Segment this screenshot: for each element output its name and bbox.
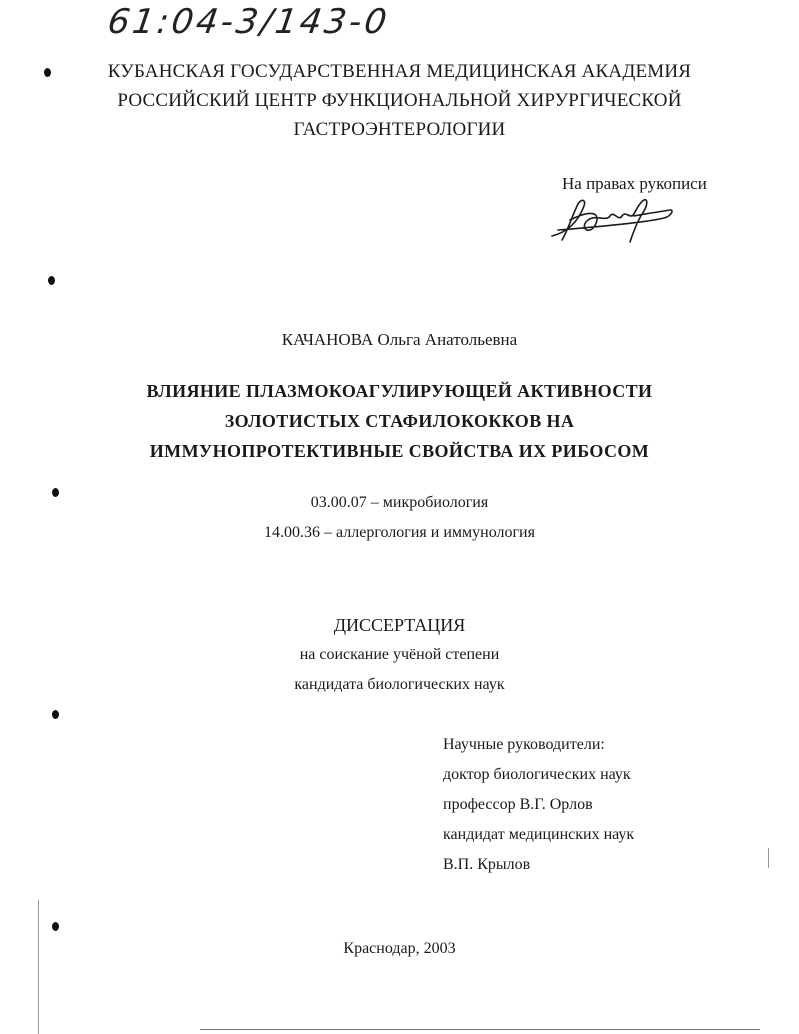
institution-line-2: РОССИЙСКИЙ ЦЕНТР ФУНКЦИОНАЛЬНОЙ ХИРУРГИЧЕСКОЙ bbox=[117, 90, 682, 111]
title-line-2: ЗОЛОТИСТЫХ СТАФИЛОКОККОВ НА bbox=[224, 411, 575, 431]
title-line-3: ИММУНОПРОТЕКТИВНЫЕ СВОЙСТВА ИХ РИБОСОМ bbox=[149, 441, 650, 461]
signature-icon bbox=[548, 192, 678, 248]
specialty-1: 03.00.07 – микробиология bbox=[310, 494, 489, 511]
manuscript-rights: На правах рукописи bbox=[562, 174, 707, 193]
supervisors-heading: Научные руководители: bbox=[443, 736, 605, 753]
institution-line-1: КУБАНСКАЯ ГОСУДАРСТВЕННАЯ МЕДИЦИНСКАЯ АКАДЕМИЯ bbox=[107, 61, 692, 82]
scan-mark bbox=[768, 848, 769, 868]
supervisor-2-name: В.П. Крылов bbox=[443, 856, 531, 873]
archive-code: 61:04-3/143-0 bbox=[105, 2, 392, 42]
scan-dot bbox=[48, 276, 55, 285]
institution-line-3: ГАСТРОЭНТЕРОЛОГИИ bbox=[293, 119, 506, 140]
title-line-1: ВЛИЯНИЕ ПЛАЗМОКОАГУЛИРУЮЩЕЙ АКТИВНОСТИ bbox=[146, 381, 653, 401]
degree-line-2: кандидата биологических наук bbox=[294, 676, 505, 693]
scan-dot bbox=[52, 710, 59, 719]
supervisor-1-name: профессор В.Г. Орлов bbox=[443, 796, 593, 813]
scan-dot bbox=[52, 922, 59, 931]
scan-edge-line bbox=[38, 900, 39, 1034]
place-year: Краснодар, 2003 bbox=[343, 940, 456, 957]
author-name: КАЧАНОВА Ольга Анатольевна bbox=[281, 330, 518, 349]
supervisor-2-degree: кандидат медицинских наук bbox=[443, 826, 635, 843]
specialty-2: 14.00.36 – аллергология и иммунология bbox=[264, 524, 535, 541]
degree-line-1: на соискание учёной степени bbox=[299, 646, 500, 663]
supervisor-1-degree: доктор биологических наук bbox=[443, 766, 631, 783]
scan-bottom-line bbox=[200, 1029, 760, 1030]
document-type: ДИССЕРТАЦИЯ bbox=[333, 615, 466, 635]
